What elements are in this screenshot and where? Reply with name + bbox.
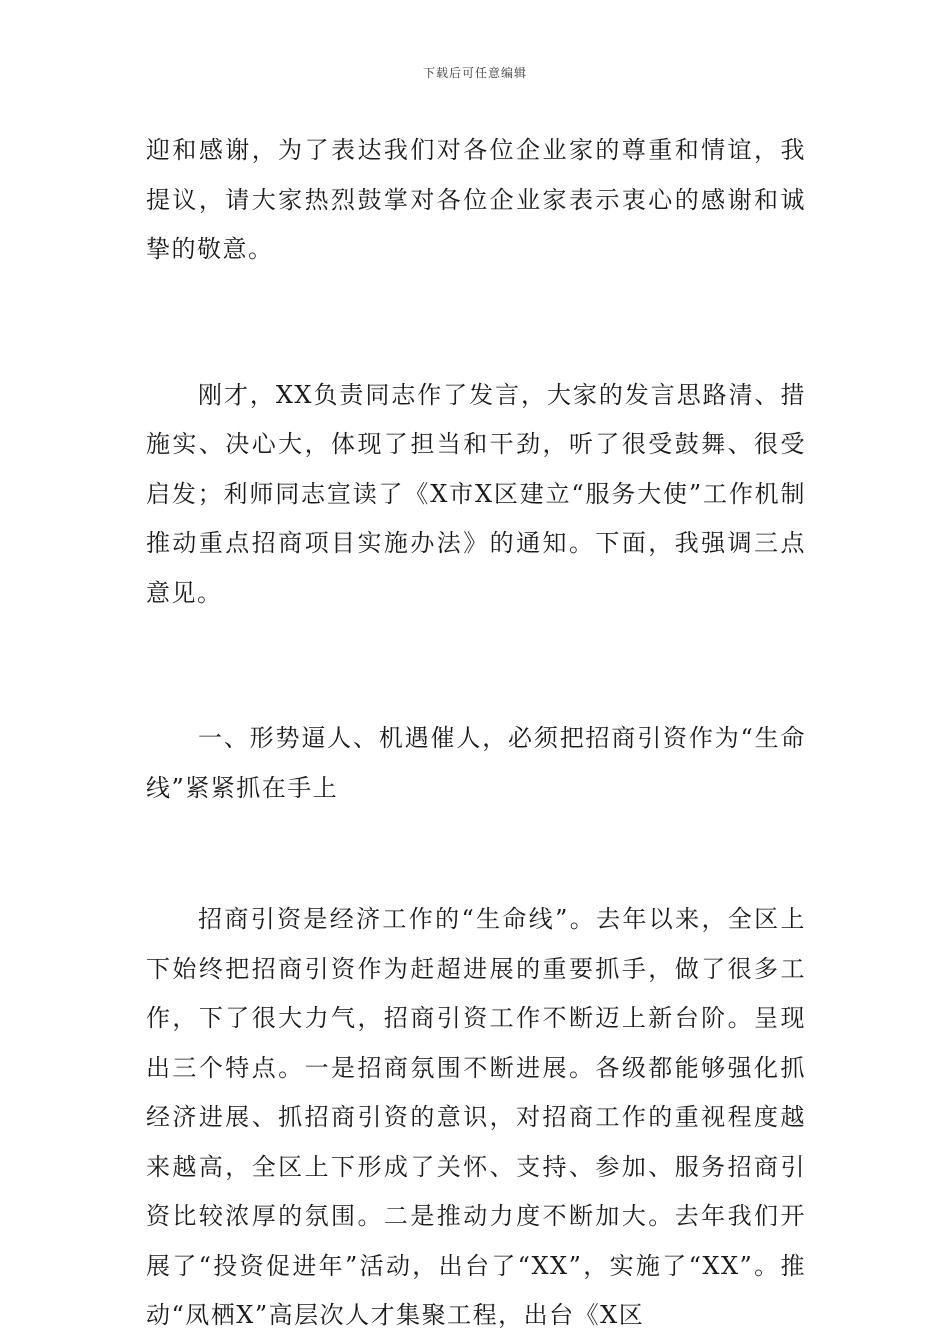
paragraph-body: 招商引资是经济工作的“生命线”。去年以来，全区上下始终把招商引资作为赶超进展的重要抓手，做了很多工作，下了很大力气，招商引资工作不断迈上新台阶。呈现出三个特点。一是招商氛围不断进展。各级都能够强化抓经济进展、抓招商引资的意识，对招商工作的重视程度越来越高，全区上下形成了关怀、支持、参加、服务招商引资比较浓厚的氛围。二是推动力度不断加大。去年我们开展了“投资促进年”活动，出台了“XX”，实施了“XX”。推动“凤栖X”高层次人才集聚工程，出台《X区 (146, 905, 806, 1329)
paragraph-continued: 迎和感谢，为了表达我们对各位企业家的尊重和情谊，我提议，请大家热烈鼓掌对各位企业家表示衷心的感谢和诚挚的敬意。 (146, 136, 806, 263)
section-heading-1: 一、形势逼人、机遇催人，必须把招商引资作为“生命线”紧紧抓在手上 (146, 724, 806, 802)
paragraph-spacer (146, 813, 806, 895)
document-body (146, 126, 806, 1341)
paragraph-intro: 刚才，XX负责同志作了发言，大家的发言思路清、措施实、决心大，体现了担当和干劲，听了很受鼓舞、很受启发；利师同志宣读了《X市X区建立“服务大使”工作机制推动重点招商项目实施办法》的通知。下面，我强调三点意见。 (146, 380, 806, 607)
page-header: 下载后可任意编辑 (422, 66, 527, 80)
paragraph-spacer (146, 275, 806, 371)
paragraph-spacer (146, 618, 806, 714)
